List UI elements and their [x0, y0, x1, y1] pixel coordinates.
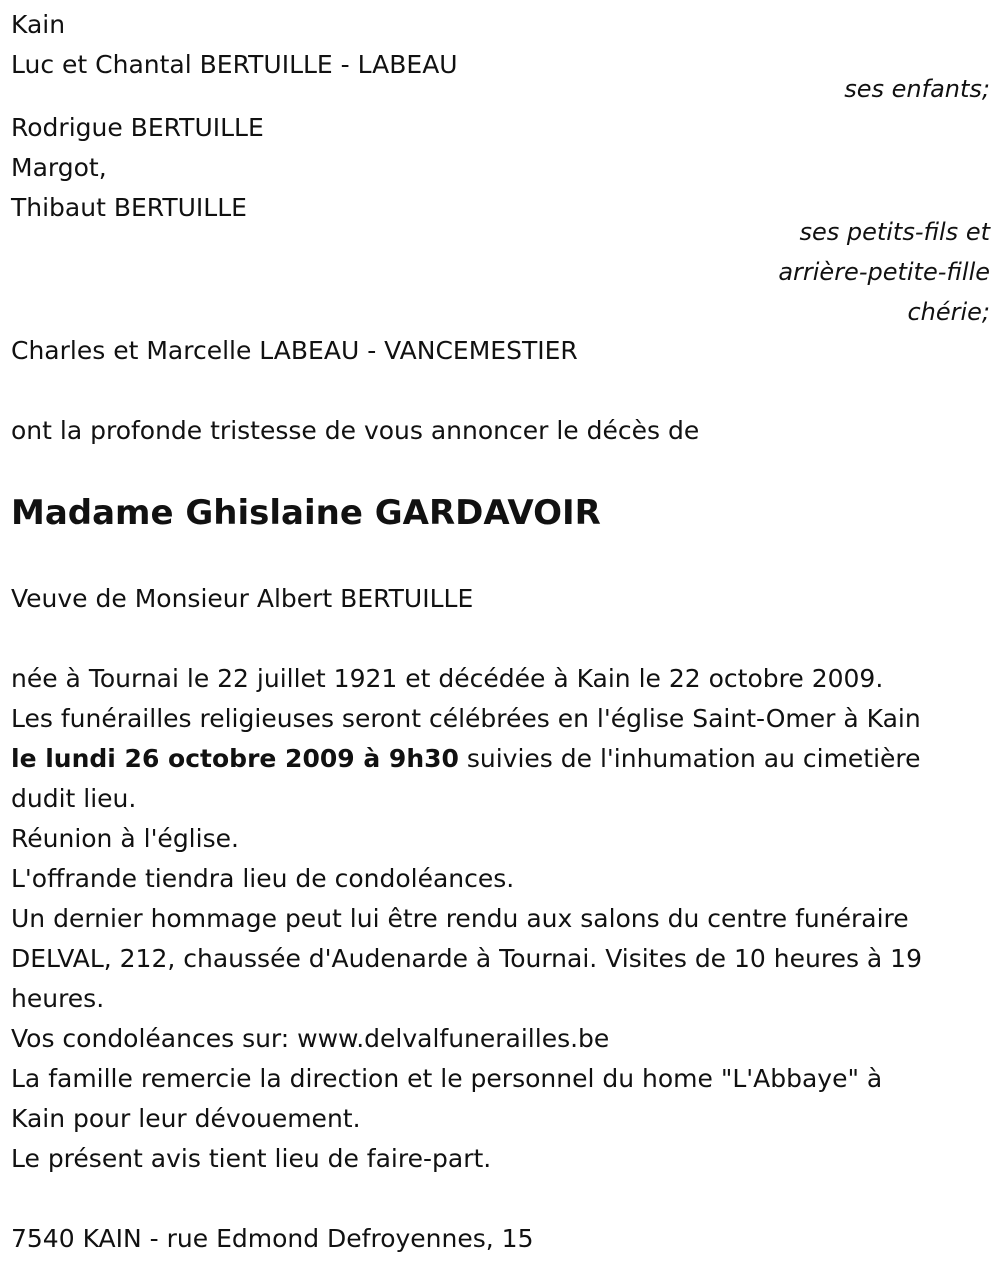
meeting-line: Réunion à l'église.: [11, 824, 239, 853]
funeral-date: le lundi 26 octobre 2009 à 9h30: [11, 744, 459, 773]
grandchildren-role-3: chérie;: [907, 298, 990, 326]
other-relatives: Charles et Marcelle LABEAU - VANCEMESTIER: [11, 336, 578, 365]
spouse-line: Veuve de Monsieur Albert BERTUILLE: [11, 584, 474, 613]
visit-hours-line: heures.: [11, 984, 105, 1013]
grandchild-1: Rodrigue BERTUILLE: [11, 113, 264, 142]
offering-line: L'offrande tiendra lieu de condoléances.: [11, 864, 515, 893]
children-role: ses enfants;: [844, 75, 990, 103]
address-line: 7540 KAIN - rue Edmond Defroyennes, 15: [11, 1224, 534, 1253]
funeral-date-line: [11, 739, 921, 779]
grandchildren-role-1: ses petits-fils et: [799, 218, 990, 246]
funeral-home-line: DELVAL, 212, chaussée d'Audenarde à Tournai. Visites de 10 heures à 19: [11, 944, 922, 973]
birth-death-line: née à Tournai le 22 juillet 1921 et décédée à Kain le 22 octobre 2009.: [11, 664, 884, 693]
grandchildren-role-2: arrière-petite-fille: [778, 258, 990, 286]
thanks-line: La famille remercie la direction et le personnel du home "L'Abbaye" à: [11, 1064, 883, 1093]
grandchild-3: Thibaut BERTUILLE: [11, 193, 247, 222]
funeral-line: Les funérailles religieuses seront célébrées en l'église Saint-Omer à Kain: [11, 704, 921, 733]
announcement-line: ont la profonde tristesse de vous annoncer le décès de: [11, 416, 700, 445]
homage-line: Un dernier hommage peut lui être rendu aux salons du centre funéraire: [11, 904, 909, 933]
children-names: Luc et Chantal BERTUILLE - LABEAU: [11, 50, 458, 79]
grandchild-2: Margot,: [11, 153, 107, 182]
notice-line: Le présent avis tient lieu de faire-part.: [11, 1144, 492, 1173]
burial-place-line: dudit lieu.: [11, 784, 137, 813]
deceased-name: Madame Ghislaine GARDAVOIR: [11, 493, 601, 533]
thanks-line-2: Kain pour leur dévouement.: [11, 1104, 361, 1133]
city-line: Kain: [11, 10, 66, 39]
burial-text: suivies de l'inhumation au cimetière: [458, 744, 921, 773]
condolences-line: Vos condoléances sur: www.delvalfunerailles.be: [11, 1024, 610, 1053]
